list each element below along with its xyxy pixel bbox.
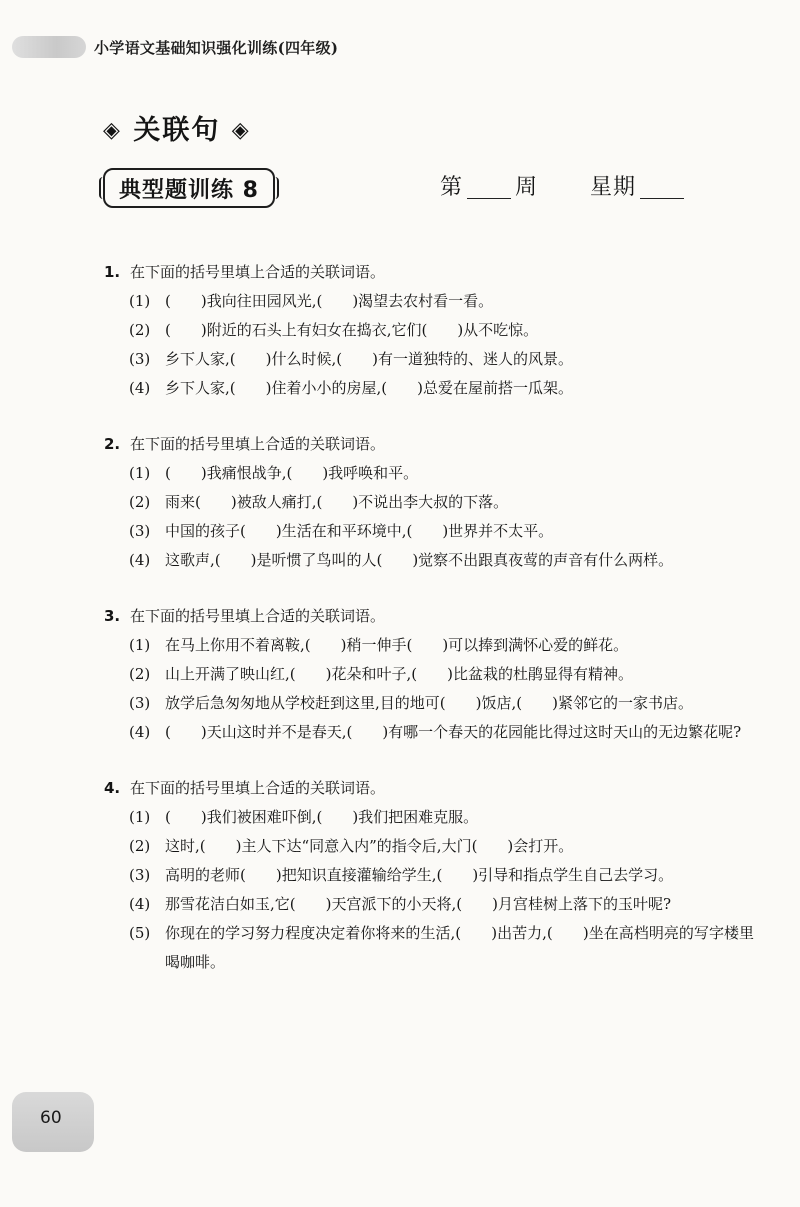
item-text[interactable]: ( )我痛恨战争,( )我呼唤和平。: [165, 464, 419, 482]
question-number: 1.: [104, 263, 121, 281]
question-item: [104, 316, 754, 345]
question-item: [104, 459, 754, 488]
item-text[interactable]: 雨来( )被敌人痛打,( )不说出李大叔的下落。: [165, 493, 509, 511]
item-text[interactable]: 这歌声,( )是听惯了鸟叫的人( )觉察不出跟真夜莺的声音有什么两样。: [165, 551, 674, 569]
question-item: [104, 689, 754, 718]
item-text[interactable]: ( )我们被困难吓倒,( )我们把困难克服。: [165, 808, 479, 826]
week-day-line: [440, 170, 688, 201]
item-number: (2): [129, 321, 151, 339]
question-item: [104, 546, 754, 575]
question-item: [104, 803, 754, 832]
question-item: [104, 660, 754, 689]
day-blank[interactable]: [640, 197, 684, 199]
question: [104, 774, 754, 977]
diamond-left-icon: ◈: [103, 118, 122, 143]
question-item: [104, 919, 754, 977]
question-item: [104, 287, 754, 316]
question-title: [104, 602, 754, 631]
item-text[interactable]: 山上开满了映山红,( )花朵和叶子,( )比盆栽的杜鹃显得有精神。: [165, 665, 633, 683]
question-prompt: 在下面的括号里填上合适的关联词语。: [130, 779, 386, 797]
question-prompt: 在下面的括号里填上合适的关联词语。: [130, 435, 386, 453]
question-number: 4.: [104, 779, 121, 797]
item-text[interactable]: 乡下人家,( )什么时候,( )有一道独特的、迷人的风景。: [165, 350, 573, 368]
item-text[interactable]: ( )天山这时并不是春天,( )有哪一个春天的花园能比得过这时天山的无边繁花呢?: [165, 723, 742, 741]
section-title: [103, 108, 251, 147]
item-number: (4): [129, 895, 151, 913]
training-label: 典型题训练 8: [119, 177, 259, 203]
item-number: (3): [129, 350, 151, 368]
day-label: 星期: [590, 175, 637, 200]
item-number: (2): [129, 665, 151, 683]
item-number: (1): [129, 808, 151, 826]
item-number: (2): [129, 493, 151, 511]
item-number: (1): [129, 464, 151, 482]
question-item: [104, 374, 754, 403]
book-title: 小学语文基础知识强化训练(四年级): [94, 39, 339, 57]
question-number: 3.: [104, 607, 121, 625]
question-item: [104, 718, 754, 747]
item-number: (1): [129, 292, 151, 310]
question-item: [104, 488, 754, 517]
question: [104, 602, 754, 747]
item-text[interactable]: ( )我向往田园风光,( )渴望去农村看一看。: [165, 292, 494, 310]
question-item: [104, 890, 754, 919]
exercise-content: [104, 258, 754, 1004]
question-prompt: 在下面的括号里填上合适的关联词语。: [130, 263, 386, 281]
question-item: [104, 517, 754, 546]
diamond-right-icon: ◈: [231, 118, 251, 143]
item-text[interactable]: 高明的老师( )把知识直接灌输给学生,( )引导和指点学生自己去学习。: [165, 866, 674, 884]
item-number: (3): [129, 866, 151, 884]
question-item: [104, 631, 754, 660]
item-text[interactable]: 中国的孩子( )生活在和平环境中,( )世界并不太平。: [165, 522, 554, 540]
question-number: 2.: [104, 435, 121, 453]
item-text[interactable]: ( )附近的石头上有妇女在捣衣,它们( )从不吃惊。: [165, 321, 539, 339]
item-number: (3): [129, 694, 151, 712]
week-suffix: 周: [515, 175, 539, 200]
item-number: (2): [129, 837, 151, 855]
header-decoration-bar: [12, 36, 86, 58]
question-title: [104, 774, 754, 803]
item-number: (5): [129, 924, 151, 942]
question: [104, 258, 754, 403]
item-text[interactable]: 这时,( )主人下达“同意入内”的指令后,大门( )会打开。: [165, 837, 574, 855]
week-label: 第: [440, 175, 464, 200]
week-blank[interactable]: [467, 197, 511, 199]
item-number: (1): [129, 636, 151, 654]
question-item: [104, 861, 754, 890]
question-item: [104, 345, 754, 374]
page-number: 60: [40, 1108, 62, 1128]
question-title: [104, 258, 754, 287]
item-text[interactable]: 乡下人家,( )住着小小的房屋,( )总爱在屋前搭一瓜架。: [165, 379, 573, 397]
question-prompt: 在下面的括号里填上合适的关联词语。: [130, 607, 386, 625]
question-item: [104, 832, 754, 861]
item-number: (4): [129, 379, 151, 397]
section-title-text: 关联句: [133, 115, 221, 146]
item-text[interactable]: 放学后急匆匆地从学校赶到这里,目的地可( )饭店,( )紧邻它的一家书店。: [165, 694, 693, 712]
item-text[interactable]: 你现在的学习努力程度决定着你将来的生活,( )出苦力,( )坐在高档明亮的写字楼里喝咖啡。: [165, 924, 754, 971]
question: [104, 430, 754, 575]
item-number: (4): [129, 551, 151, 569]
item-number: (4): [129, 723, 151, 741]
item-number: (3): [129, 522, 151, 540]
training-label-box: [103, 168, 275, 208]
item-text[interactable]: 那雪花洁白如玉,它( )天宫派下的小天将,( )月宫桂树上落下的玉叶呢?: [165, 895, 671, 913]
item-text[interactable]: 在马上你用不着离鞍,( )稍一伸手( )可以捧到满怀心爱的鲜花。: [165, 636, 629, 654]
question-title: [104, 430, 754, 459]
